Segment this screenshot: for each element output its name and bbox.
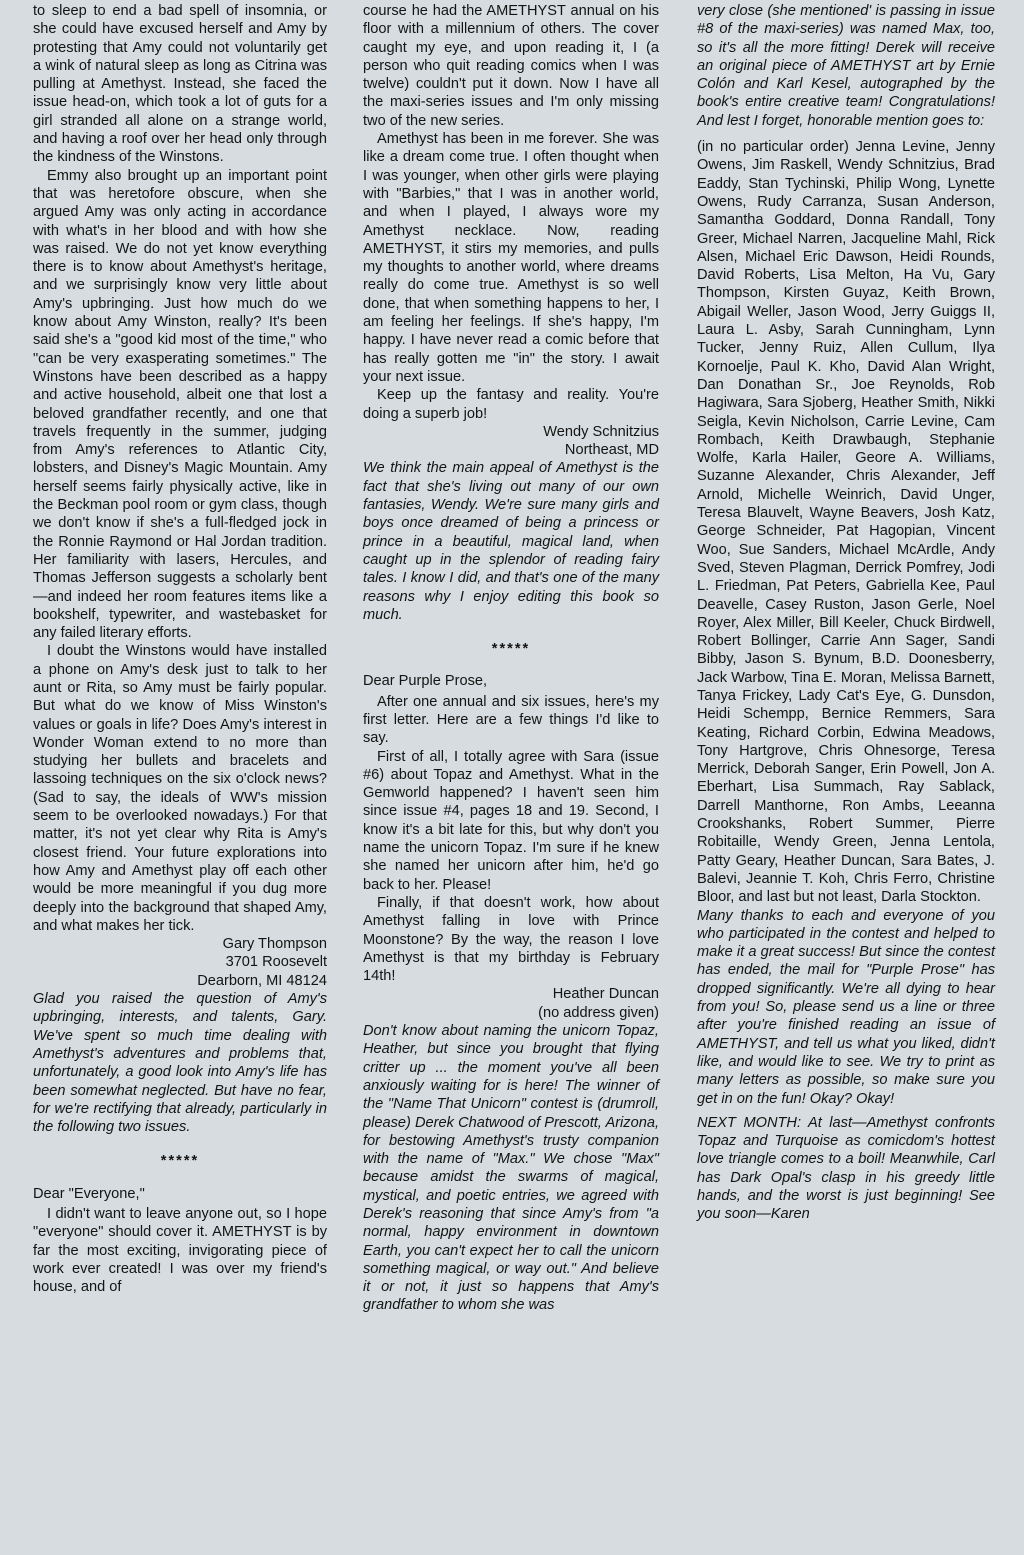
editor-thanks: Many thanks to each and everyone of you who participated in the contest and helped to make it a great success! But since the contest has ended, the mail for "Purple Prose" has dropped significantly. We're all dying to hear from you! So, please send us a line or three after you're finished reading an issue of AMETHYST, and tell us what you liked, didn't like, and would like to see. We try to print as many letters as possible, so make sure you get in on the fun! Okay? Okay! — [697, 907, 995, 1107]
letter-paragraph: Amethyst has been in me forever. She was like a dream come true. I often thought when I was younger, when other girls were playing with "Barbies," that I was in another world, and when I played, I always wore my Amethyst necklace. Now, reading AMETHYST, it stirs my memories, and pulls my thoughts to another world, where dreams really do come true. Amethyst is so well done, that when something happens to her, I am feeling her feelings. If she's happy, I'm happy. I have never read a comic before that has really gotten me "in" the story. I await your next issue. — [363, 131, 659, 385]
letter-paragraph: First of all, I totally agree with Sara (issue #6) about Topaz and Amethyst. What in the Gemworld happened? I haven't seen him since issue #4, pages 18 and 19. Second, I know it's a bit late for this, but why don't you name the unicorn Topaz. I'm sure if he knew she named her unicorn after him, he'd go back to her. Please! — [363, 748, 659, 893]
section-divider: ***** — [491, 641, 531, 658]
editor-reply: Don't know about naming the unicorn Topaz, Heather, but since you brought that flying critter up ... the moment you've all been anxiously waiting for is here! The winner of the "Name That Unicorn" contest is (drumroll, please) Derek Chatwood of Prescott, Arizona, for bestowing Amethyst's trusty companion with the name of "Max." We chose "Max" because amidst the swarms of magical, mystical, and poetic entries, we agreed with Derek's reasoning that since Amy's from "a normal, happy environment in downtown Earth, you can't expect her to call the unicorn something magical, or way out." And believe it or not, it just so happens that Amy's grandfather to whom she was — [363, 1023, 659, 1314]
letter-greeting: Dear Purple Prose, — [363, 673, 488, 690]
signature-address: 3701 Roosevelt — [225, 954, 327, 971]
signature-name: Wendy Schnitzius — [543, 423, 659, 440]
letter-paragraph: course he had the AMETHYST annual on his floor with a millennium of others. The cover caught my eye, and upon reading it, I (a person who quit reading comics when I was twelve) couldn't put it down. Now I have all the maxi-series issues and I'm only missing two of the new series. — [363, 3, 659, 129]
letter-paragraph: Finally, if that doesn't work, how about Amethyst falling in love with Prince Moonstone? By the way, the reason I love Amethyst is that my birthday is February 14th! — [363, 894, 659, 985]
editor-reply: Glad you raised the question of Amy's upbringing, interests, and talents, Gary. We've spent so much time dealing with Amethyst's adventures and problems that, unfortunately, a good look into Amy's life has been somewhat neglected. But have no fear, for we're rectifying that already, particularly in the following two issues. — [33, 991, 327, 1136]
text-column-2 — [363, 2, 659, 1315]
next-month-blurb: NEXT MONTH: At last—Amethyst confronts Topaz and Turquoise as comicdom's hottest love triangle comes to a boil! Meanwhile, Carl has Dark Opal's clasp in his greedy little hands, and the worst is just beginning! See you soon—Karen — [697, 1114, 995, 1223]
honorable-mention-list: (in no particular order) Jenna Levine, Jenny Owens, Jim Raskell, Wendy Schnitzius, Brad Eaddy, Stan Tychinski, Philip Wong, Lynette Owens, Rudy Carranza, Susan Anderson, Samantha Goddard, Donna Randall, Tony Greer, Michael Narren, Jacqueline Mahl, Rick Alsen, Michael Eric Dawson, Heidi Rounds, David Roberts, Lisa Melton, Ha Vu, Gary Thompson, Kirsten Guyaz, Keith Brown, Abigail Weller, Jason Wood, Jerry Guiggs II, Laura L. Asby, Sarah Cunningham, Lynn Tucker, Jenny Ruiz, Allen Cullum, Ilya Kornoelje, Paul K. Kho, David Alan Wright, Dan Donathan Sr., Joe Reynolds, Rob Hagiwara, Sara Sjoberg, Heather Smith, Nikki Seigla, Kevin Nicholson, Carrie Levine, Cam Rombach, Keith Drawbaugh, Stephanie Wolfe, Karla Hailer, Geore A. Williams, Suzanne Alexander, Chris Alexander, Jeff Arnold, Michelle Weinrich, David Unger, Teresa Blauvelt, Wayne Beavers, Josh Katz, George Schneider, Pat Hagopian, Vincent Woo, Sue Sanders, Michael McArdle, Andy Sved, Steven Plagman, Derrick Pomfrey, Jodi L. Friedman, Pat Peters, Gabriella Kee, Paul Deavelle, Casey Ruston, Jason Gerle, Noel Royer, Alex Miller, Bill Keeler, Chuck Birdwell, Robert Bollinger, Carrie Ann Sager, Sandi Bibby, Jason S. Bynum, B.D. Doonesberry, Jack Warbow, Tina E. Moran, Melissa Barnett, Tanya Frickey, Lady Cat's Eye, G. Dunsdon, Heidi Schempp, Bernice Remmers, Sara Keating, Richard Corbin, Edwina Meadows, Tony Hartgrove, Chris Ohnesorge, Teresa Merrick, Deborah Sanger, Erin Powell, Jon A. Eberhart, Lisa Summach, Ray Sablack, Darrell Manthorne, Ron Ambs, Leeanna Crookshanks, Robert Summer, Pierre Robitaille, Wendy Green, Jenna Lentola, Patty Geary, Heather Duncan, Sara Bates, J. Balevi, Jeannie T. Koh, Chris Ferro, Christine Bloor, and last but not least, Darla Stockton. — [697, 139, 995, 906]
letter-paragraph: I doubt the Winstons would have installed a phone on Amy's desk just to talk to her aunt or Rita, so Amy must be fairly popular. But what do we know of Miss Winston's values or goals in life? Does Amy's interest in Wonder Woman extend to no more than studying her bullets and bracelets and lassoing techniques on the six o'clock news? (Sad to say, the ideals of WW's mission seem to be overlooked nowadays.) For that matter, it's not yet clear why Rita is Amy's closest friend. Your future explorations into how Amy and Amethyst play off each other would be more meaningful if you dug more deeply into the background that shaped Amy, and what makes her tick. — [33, 643, 327, 934]
text-column-3 — [697, 2, 995, 1224]
letter-paragraph: After one annual and six issues, here's my first letter. Here are a few things I'd like to say. — [363, 693, 659, 747]
editor-reply: We think the main appeal of Amethyst is the fact that she's living out many of our own fantasies, Wendy. We're sure many girls and boys once dreamed of being a princess or prince in a beautiful, magical land, when caught up in the splendor of reading fairy tales. I know I did, and that's one of the many reasons why I enjoy editing this book so much. — [363, 460, 659, 623]
signature-city: Dearborn, MI 48124 — [197, 972, 327, 989]
letter-paragraph: to sleep to end a bad spell of insomnia, or she could have excused herself and Amy by protesting that Amy could not voluntarily get a wink of natural sleep as long as Citrina was pulling at Amethyst. Instead, she faced the issue head-on, which took a lot of guts for a girl stranded all alone on a strange world, and having a roof over her head only through the kindness of the Winstons. — [33, 3, 327, 166]
signature-name: Gary Thompson — [222, 936, 327, 953]
section-divider: ***** — [160, 1153, 200, 1170]
signature-note: (no address given) — [538, 1004, 659, 1021]
signature-name: Heather Duncan — [552, 986, 659, 1003]
letter-paragraph: I didn't want to leave anyone out, so I hope "everyone" should cover it. AMETHYST is by far the most exciting, invigorating piece of work ever created! I was over my friend's house, and of — [33, 1206, 327, 1296]
signature-city: Northeast, MD — [564, 442, 659, 459]
editor-reply-continued: very close (she mentioned' is passing in issue #8 of the maxi-series) was named Max, too, so it's all the more fitting! Derek will receive an original piece of AMETHYST art by Ernie Colón and Karl Kesel, autographed by the book's entire creative team! Congratulations! And lest I forget, honorable mention goes to: — [697, 3, 995, 129]
letter-paragraph: Emmy also brought up an important point that was heretofore obscure, when she argued Amy was only acting in accordance with what's in her blood and with how she was raised. We do not yet know everything there is to know about Amethyst's heritage, and we surprisingly know very little about Amy's upbringing. Just how much do we know about Amy Winston, really? It's been said she's a "good kid most of the time," who "can be very exasperating sometimes." The Winstons have been described as a happy and active household, albeit one that lost a beloved grandfather recently, and one that travels frequently in the summer, judging from Amy's references to Atlantic City, lobsters, and Disney's Magic Mountain. Amy herself seems fairly physically active, like in the Beckman pool room or gym class, though we don't know if she's a full-fledged jock in the Ronnie Raymond or Hal Jordan tradition. Her familiarity with lasers, Hercules, and Thomas Jefferson suggests a scholarly bent—and indeed her room features items like a bookshelf, typewriter, and wastebasket for any failed literary efforts. — [33, 167, 327, 642]
letter-greeting: Dear "Everyone," — [33, 1185, 145, 1202]
text-column-1 — [33, 2, 327, 1296]
letter-paragraph: Keep up the fantasy and reality. You're doing a superb job! — [363, 387, 659, 422]
